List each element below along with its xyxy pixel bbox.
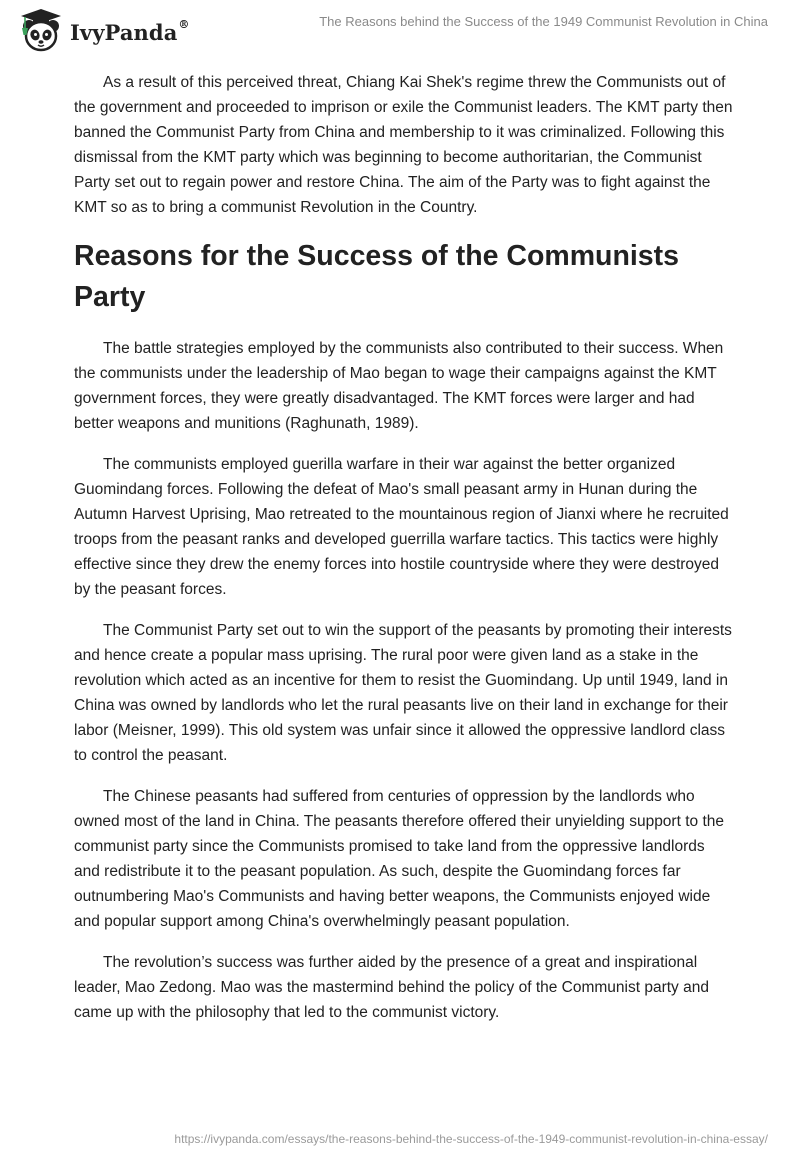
intro-paragraph: As a result of this perceived threat, Chiang Kai Shek's regime threw the Communists out of the government and proceeded to imprison or exile the Communist leaders. The KMT party then banned the Communist Party from China and membership to it was criminalized. Following this dismissal from the KMT party which was beginning to become authoritarian, the Communist Party set out to regain power and restore China. The aim of the Party was to fight against the KMT so as to bring a communist Revolution in the Country. bbox=[74, 74, 733, 216]
body-paragraph: The revolution’s success was further aided by the presence of a great and inspirational leader, Mao Zedong. Mao was the mastermind behind the policy of the Communist party and came up with the philosophy that led to the communist victory. bbox=[74, 954, 709, 1021]
registered-mark: ® bbox=[178, 17, 190, 31]
body-paragraph: The Chinese peasants had suffered from centuries of oppression by the landlords who owned most of the land in China. The peasants therefore offered their unyielding support to the communist party since the Communists promised to take land from the oppressive landlords and redistribute it to the peasant population. As such, despite the Guomindang forces far outnumbering Mao's Communists and having better weapons, the Communists enjoyed wide and popular support among China's overwhelmingly peasant population. bbox=[74, 788, 724, 930]
brand-logo[interactable] bbox=[16, 6, 190, 54]
body-paragraph: The battle strategies employed by the communists also contributed to their success. When the communists under the leadership of Mao began to wage their campaigns against the KMT government forces, they were greatly disadvantaged. The KMT forces were larger and had better weapons and munitions (Raghunath, 1989). bbox=[74, 340, 724, 432]
brand-name: IvyPanda® bbox=[70, 17, 190, 45]
panda-graduate-icon bbox=[16, 6, 66, 54]
source-url-link[interactable]: https://ivypanda.com/essays/the-reasons-behind-the-success-of-the-1949-communist-revolution-in-china-essay/ bbox=[174, 1132, 768, 1146]
document-title: The Reasons behind the Success of the 1949 Communist Revolution in China bbox=[319, 14, 768, 29]
page-header bbox=[0, 0, 800, 60]
section-heading: Reasons for the Success of the Communists Party bbox=[74, 240, 679, 313]
body-paragraph: The Communist Party set out to win the support of the peasants by promoting their interests and hence create a popular mass uprising. The rural poor were given land as a stake in the revolution which acted as an incentive for them to resist the Guomindang. Up until 1949, land in China was owned by landlords who let the rural peasants live on their land in exchange for their labor (Meisner, 1999). This old system was unfair since it allowed the oppressive landlord class to control the peasant. bbox=[74, 622, 732, 764]
body-paragraph: The communists employed guerilla warfare in their war against the better organized Guomindang forces. Following the defeat of Mao's small peasant army in Hunan during the Autumn Harvest Uprising, Mao retreated to the mountainous region of Jianxi where he recruited troops from the peasant ranks and developed guerrilla warfare tactics. This tactics were highly effective since they drew the enemy forces into hostile countryside where they were destroyed by the peasant forces. bbox=[74, 456, 729, 598]
article-body bbox=[74, 70, 734, 1041]
